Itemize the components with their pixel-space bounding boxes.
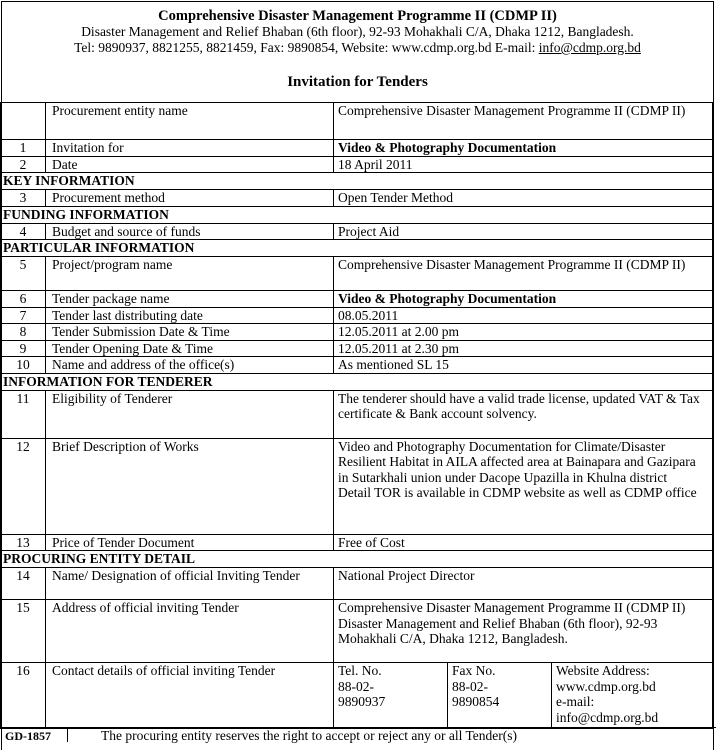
row-label: Tender Opening Date & Time [46, 340, 334, 357]
table-row [1, 568, 713, 600]
email-label: e-mail: [556, 694, 595, 709]
row-value: 18 April 2011 [334, 156, 713, 173]
row-number: 9 [1, 340, 46, 357]
row-number: 8 [1, 324, 46, 341]
row-value: Video & Photography Documentation [334, 140, 713, 157]
official-programme: Comprehensive Disaster Management Programme II (CDMP II) [338, 600, 686, 615]
row-label: Procurement method [46, 190, 334, 207]
web-url[interactable]: www.cdmp.org.bd [556, 678, 656, 694]
table-row [1, 307, 713, 324]
footer [1, 727, 716, 753]
table-row [1, 223, 713, 240]
row-label: Brief Description of Works [46, 438, 334, 534]
section-information-for-tenderer: INFORMATION FOR TENDERER [1, 373, 713, 390]
table-row [1, 140, 713, 157]
table-row [1, 357, 713, 374]
row-number: 4 [1, 223, 46, 240]
fax-number: 88-02-9890854 [452, 678, 500, 709]
row-value [334, 600, 713, 663]
row-label: Name and address of the office(s) [46, 357, 334, 374]
row-value: 12.05.2011 at 2.30 pm [334, 340, 713, 357]
tel-label: Tel. No. [338, 663, 382, 678]
row-value: Open Tender Method [334, 190, 713, 207]
email-label: E-mail: [491, 40, 539, 55]
row-value: Video & Photography Documentation [334, 291, 713, 308]
section-header [1, 373, 713, 390]
row-value: Comprehensive Disaster Management Programme II (CDMP II) [334, 103, 713, 140]
row-label: Project/program name [46, 257, 334, 291]
tender-table [0, 102, 713, 729]
table-row [1, 156, 713, 173]
row-label: Invitation for [46, 140, 334, 157]
row-label: Tender last distributing date [46, 307, 334, 324]
tel-cell [334, 663, 448, 729]
org-contact [2, 40, 713, 56]
row-number: 7 [1, 307, 46, 324]
web-cell [552, 663, 713, 729]
row-number: 12 [1, 438, 46, 534]
web-label: Website Address: [556, 663, 650, 678]
row-number: 5 [1, 257, 46, 291]
row-number: 14 [1, 568, 46, 600]
row-label: Budget and source of funds [46, 223, 334, 240]
row-number: 1 [1, 140, 46, 157]
row-value: The tenderer should have a valid trade license, updated VAT & Tax certificate & Bank account solvency. [334, 390, 713, 438]
section-particular-information: PARTICULAR INFORMATION [1, 240, 713, 257]
table-row [1, 600, 713, 663]
table-row [1, 324, 713, 341]
section-header [1, 551, 713, 568]
email-link[interactable]: info@cdmp.org.bd [538, 40, 641, 55]
row-value: As mentioned SL 15 [334, 357, 713, 374]
footer-divider [67, 728, 68, 742]
table-row [1, 663, 713, 729]
page-title: Invitation for Tenders [287, 74, 428, 90]
contact-text: Tel: 9890937, 8821255, 8821459, Fax: 9890854, Website: [74, 40, 392, 55]
row-number: 3 [1, 190, 46, 207]
table-row [1, 390, 713, 438]
row-label: Contact details of official inviting Tender [46, 663, 334, 729]
tel-number: 88-02-9890937 [338, 678, 386, 709]
row-value [334, 438, 713, 534]
row-value: Free of Cost [334, 534, 713, 551]
table-row [1, 534, 713, 551]
row-value: Comprehensive Disaster Management Programme II (CDMP II) [334, 257, 713, 291]
table-row [1, 291, 713, 308]
fax-cell [448, 663, 552, 729]
row-label: Price of Tender Document [46, 534, 334, 551]
row-label: Procurement entity name [46, 103, 334, 140]
table-row [1, 190, 713, 207]
table-row [1, 340, 713, 357]
row-value: National Project Director [334, 568, 713, 600]
row-number [1, 103, 46, 140]
footer-note: The procuring entity reserves the right to accept or reject any or all Tender(s) [101, 728, 518, 743]
tor-note: Detail TOR is available in CDMP website as well as CDMP office [338, 485, 697, 500]
row-label: Tender Submission Date & Time [46, 324, 334, 341]
org-name: Comprehensive Disaster Management Programme II (CDMP II) [158, 8, 557, 24]
row-label: Date [46, 156, 334, 173]
org-address: Disaster Management and Relief Bhaban (6th floor), 92-93 Mohakhali C/A, Dhaka 1212, Bangladesh. [81, 24, 634, 39]
row-value: Project Aid [334, 223, 713, 240]
row-label: Address of official inviting Tender [46, 600, 334, 663]
works-description: Video and Photography Documentation for Climate/Disaster Resilient Habitat in AILA affected area at Bainapara and Gazipara in Sutarkhali union under Dacope Upazilla in Khulna district [338, 438, 696, 485]
row-number: 16 [1, 663, 46, 729]
row-number: 6 [1, 291, 46, 308]
website-text: www.cdmp.org.bd [391, 40, 492, 55]
table-row [1, 103, 713, 140]
section-procuring-entity-detail: PROCURING ENTITY DETAIL [1, 551, 713, 568]
letterhead [2, 2, 713, 56]
section-key-information: KEY INFORMATION [1, 173, 713, 190]
section-header [1, 240, 713, 257]
section-funding-information: FUNDING INFORMATION [1, 206, 713, 223]
row-number: 11 [1, 390, 46, 438]
email-address[interactable]: info@cdmp.org.bd [556, 709, 659, 725]
row-number: 13 [1, 534, 46, 551]
section-header [1, 206, 713, 223]
row-value: 08.05.2011 [334, 307, 713, 324]
row-value: 12.05.2011 at 2.00 pm [334, 324, 713, 341]
row-number: 10 [1, 357, 46, 374]
official-address: Disaster Management and Relief Bhaban (6th floor), 92-93 Mohakhali C/A, Dhaka 1212, Bangladesh. [338, 615, 658, 646]
document-code: GD-1857 [5, 729, 51, 743]
section-header [1, 173, 713, 190]
row-number: 2 [1, 156, 46, 173]
fax-label: Fax No. [452, 663, 496, 678]
row-label: Tender package name [46, 291, 334, 308]
row-number: 15 [1, 600, 46, 663]
row-label: Eligibility of Tenderer [46, 390, 334, 438]
row-label: Name/ Designation of official Inviting Tender [46, 568, 334, 600]
table-row [1, 438, 713, 534]
table-row [1, 257, 713, 291]
